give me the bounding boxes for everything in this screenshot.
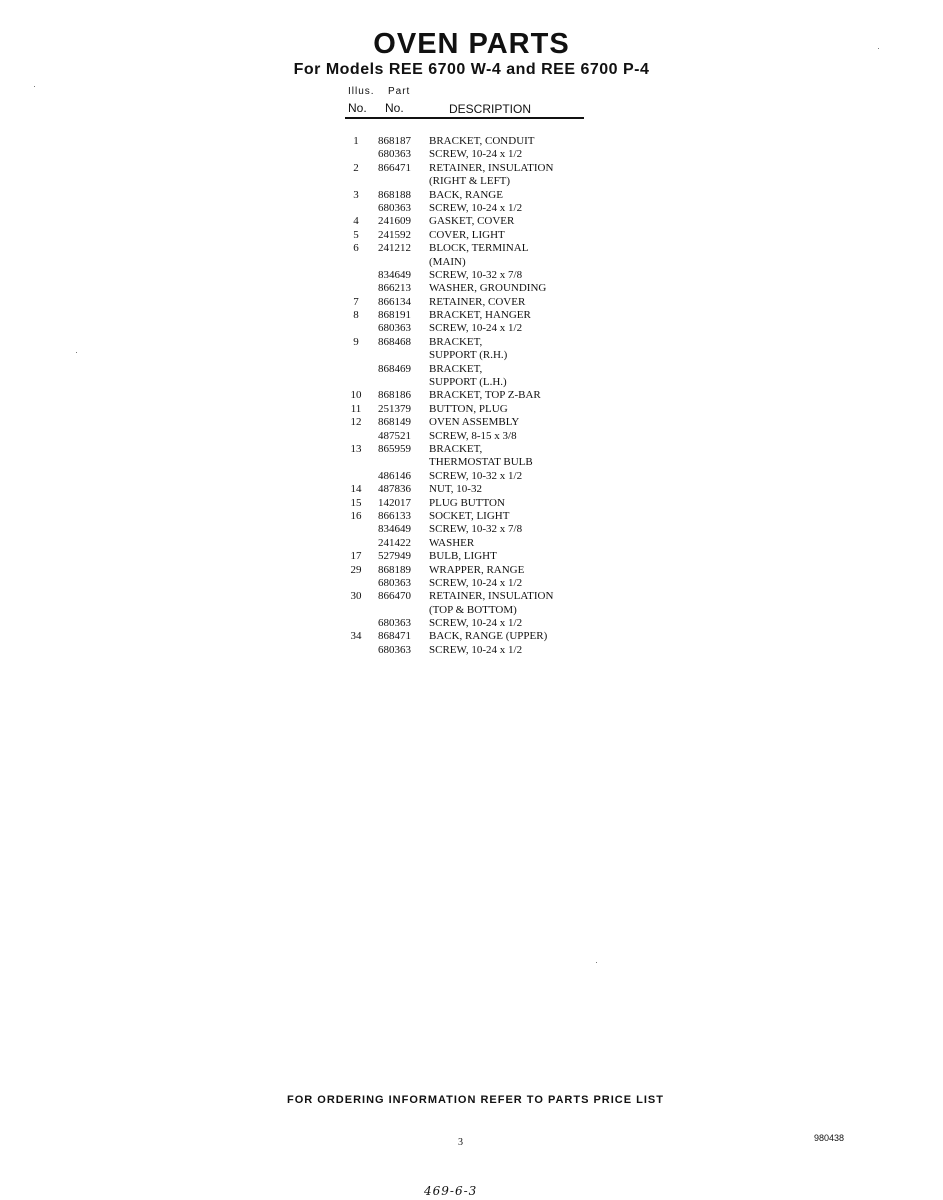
parts-table <box>345 135 605 657</box>
table-row <box>345 564 605 577</box>
part-no-cell: 251379 <box>378 402 411 415</box>
table-row <box>345 282 605 295</box>
description-cell: RETAINER, INSULATION <box>429 590 554 603</box>
table-row <box>345 242 605 255</box>
part-no-cell: 865959 <box>378 442 411 455</box>
part-no-cell: 868469 <box>378 362 411 375</box>
part-no-cell: 868471 <box>378 630 411 643</box>
scan-speck <box>596 962 597 963</box>
description-cell: (MAIN) <box>429 255 466 268</box>
ordering-note: FOR ORDERING INFORMATION REFER TO PARTS PRICE LIST <box>287 1094 664 1106</box>
scan-speck <box>76 352 77 353</box>
illus-no-cell: 6 <box>353 242 359 255</box>
table-row <box>345 349 605 362</box>
description-cell: SCREW, 10-24 x 1/2 <box>429 576 523 589</box>
description-cell: SCREW, 10-24 x 1/2 <box>429 148 523 161</box>
table-row <box>345 497 605 510</box>
table-row <box>345 523 605 536</box>
part-no-cell: 486146 <box>378 469 411 482</box>
page-number: 3 <box>458 1137 463 1148</box>
part-no-cell: 868191 <box>378 309 411 322</box>
part-no-cell: 868188 <box>378 188 411 201</box>
part-no-cell: 527949 <box>378 550 411 563</box>
table-row <box>345 256 605 269</box>
part-no-cell: 866213 <box>378 282 411 295</box>
description-cell: (TOP & BOTTOM) <box>429 603 517 616</box>
illus-no-cell: 13 <box>350 442 362 455</box>
part-no-cell: 680363 <box>378 148 411 161</box>
table-row <box>345 456 605 469</box>
description-cell: (RIGHT & LEFT) <box>429 175 511 188</box>
part-no-cell: 868189 <box>378 563 411 576</box>
page-title: OVEN PARTS <box>373 28 570 60</box>
part-no-cell: 866133 <box>378 509 411 522</box>
part-no-cell: 680363 <box>378 643 411 656</box>
header-rule <box>345 117 584 119</box>
part-no-cell: 866470 <box>378 590 411 603</box>
description-cell: BULB, LIGHT <box>429 550 497 563</box>
table-row <box>345 617 605 630</box>
description-cell: SCREW, 10-32 x 7/8 <box>429 523 523 536</box>
description-cell: SCREW, 10-32 x 1/2 <box>429 469 523 482</box>
illus-no-cell: 15 <box>350 496 362 509</box>
part-no-cell: 487836 <box>378 483 411 496</box>
description-cell: GASKET, COVER <box>429 215 515 228</box>
description-cell: THERMOSTAT BULB <box>429 456 533 469</box>
illus-no-cell: 34 <box>350 630 362 643</box>
illus-no-cell: 17 <box>350 550 362 563</box>
models-subtitle: For Models REE 6700 W-4 and REE 6700 P-4 <box>293 61 650 78</box>
table-row <box>345 135 605 148</box>
column-header-illus: Illus. <box>348 86 375 97</box>
illus-no-cell: 30 <box>350 590 362 603</box>
description-cell: SCREW, 10-24 x 1/2 <box>429 643 523 656</box>
table-row <box>345 175 605 188</box>
part-no-cell: 866471 <box>378 161 411 174</box>
part-no-cell: 868149 <box>378 416 411 429</box>
part-no-cell: 868186 <box>378 389 411 402</box>
illus-no-cell: 7 <box>353 295 359 308</box>
table-row <box>345 577 605 590</box>
description-cell: COVER, LIGHT <box>429 228 505 241</box>
part-no-cell: 142017 <box>378 496 411 509</box>
table-row <box>345 416 605 429</box>
table-row <box>345 443 605 456</box>
part-no-cell: 680363 <box>378 201 411 214</box>
table-row <box>345 510 605 523</box>
illus-no-cell: 2 <box>353 161 359 174</box>
description-cell: BRACKET, <box>429 335 483 348</box>
table-row <box>345 322 605 335</box>
illus-no-cell: 16 <box>350 509 362 522</box>
table-row <box>345 336 605 349</box>
scan-speck <box>878 48 879 49</box>
column-header-description: DESCRIPTION <box>449 102 532 116</box>
scan-speck <box>34 86 35 87</box>
part-no-cell: 241609 <box>378 215 411 228</box>
description-cell: BUTTON, PLUG <box>429 402 508 415</box>
table-row <box>345 550 605 563</box>
document-number: 980438 <box>814 1133 845 1143</box>
description-cell: WASHER <box>429 536 475 549</box>
part-no-cell: 241422 <box>378 536 411 549</box>
illus-no-cell: 14 <box>350 483 362 496</box>
illus-no-cell: 10 <box>350 389 362 402</box>
table-row <box>345 483 605 496</box>
description-cell: BRACKET, <box>429 362 483 375</box>
description-cell: WRAPPER, RANGE <box>429 563 525 576</box>
table-row <box>345 604 605 617</box>
table-row <box>345 403 605 416</box>
column-header-illus-no: No. <box>348 101 367 115</box>
description-cell: BRACKET, <box>429 442 483 455</box>
description-cell: NUT, 10-32 <box>429 483 482 496</box>
illus-no-cell: 11 <box>350 402 362 415</box>
description-cell: BRACKET, TOP Z-BAR <box>429 389 541 402</box>
column-header-part-no: No. <box>385 101 404 115</box>
table-row <box>345 430 605 443</box>
table-row <box>345 148 605 161</box>
handwritten-note: 469-6-3 <box>424 1184 478 1198</box>
description-cell: SCREW, 10-24 x 1/2 <box>429 617 523 630</box>
table-row <box>345 590 605 603</box>
table-row <box>345 644 605 657</box>
table-row <box>345 202 605 215</box>
illus-no-cell: 1 <box>353 135 359 147</box>
table-row <box>345 162 605 175</box>
table-row <box>345 229 605 242</box>
description-cell: PLUG BUTTON <box>429 496 505 509</box>
illus-no-cell: 9 <box>353 335 359 348</box>
part-no-cell: 680363 <box>378 617 411 630</box>
description-cell: SUPPORT (L.H.) <box>429 376 507 389</box>
table-row <box>345 189 605 202</box>
part-no-cell: 868187 <box>378 135 411 147</box>
description-cell: BRACKET, CONDUIT <box>429 135 535 147</box>
part-no-cell: 834649 <box>378 523 411 536</box>
description-cell: SCREW, 10-24 x 1/2 <box>429 322 523 335</box>
description-cell: BACK, RANGE (UPPER) <box>429 630 548 643</box>
description-cell: OVEN ASSEMBLY <box>429 416 520 429</box>
illus-no-cell: 4 <box>353 215 359 228</box>
table-row <box>345 389 605 402</box>
table-row <box>345 363 605 376</box>
description-cell: SCREW, 10-24 x 1/2 <box>429 201 523 214</box>
part-no-cell: 680363 <box>378 576 411 589</box>
part-no-cell: 834649 <box>378 268 411 281</box>
description-cell: WASHER, GROUNDING <box>429 282 547 295</box>
part-no-cell: 680363 <box>378 322 411 335</box>
description-cell: BACK, RANGE <box>429 188 503 201</box>
part-no-cell: 866134 <box>378 295 411 308</box>
description-cell: RETAINER, INSULATION <box>429 161 554 174</box>
part-no-cell: 241212 <box>378 242 411 255</box>
table-row <box>345 537 605 550</box>
illus-no-cell: 5 <box>353 228 359 241</box>
description-cell: SCREW, 8-15 x 3/8 <box>429 429 517 442</box>
table-row <box>345 269 605 282</box>
part-no-cell: 868468 <box>378 335 411 348</box>
description-cell: SUPPORT (R.H.) <box>429 349 508 362</box>
illus-no-cell: 29 <box>350 563 362 576</box>
part-no-cell: 487521 <box>378 429 411 442</box>
illus-no-cell: 8 <box>353 309 359 322</box>
description-cell: BRACKET, HANGER <box>429 309 531 322</box>
table-row <box>345 630 605 643</box>
column-header-part: Part <box>388 86 411 97</box>
illus-no-cell: 12 <box>350 416 362 429</box>
description-cell: SOCKET, LIGHT <box>429 509 510 522</box>
table-row <box>345 470 605 483</box>
table-row <box>345 376 605 389</box>
part-no-cell: 241592 <box>378 228 411 241</box>
table-row <box>345 309 605 322</box>
description-cell: SCREW, 10-32 x 7/8 <box>429 268 523 281</box>
table-row <box>345 296 605 309</box>
table-row <box>345 215 605 228</box>
illus-no-cell: 3 <box>353 188 359 201</box>
description-cell: RETAINER, COVER <box>429 295 526 308</box>
description-cell: BLOCK, TERMINAL <box>429 242 529 255</box>
